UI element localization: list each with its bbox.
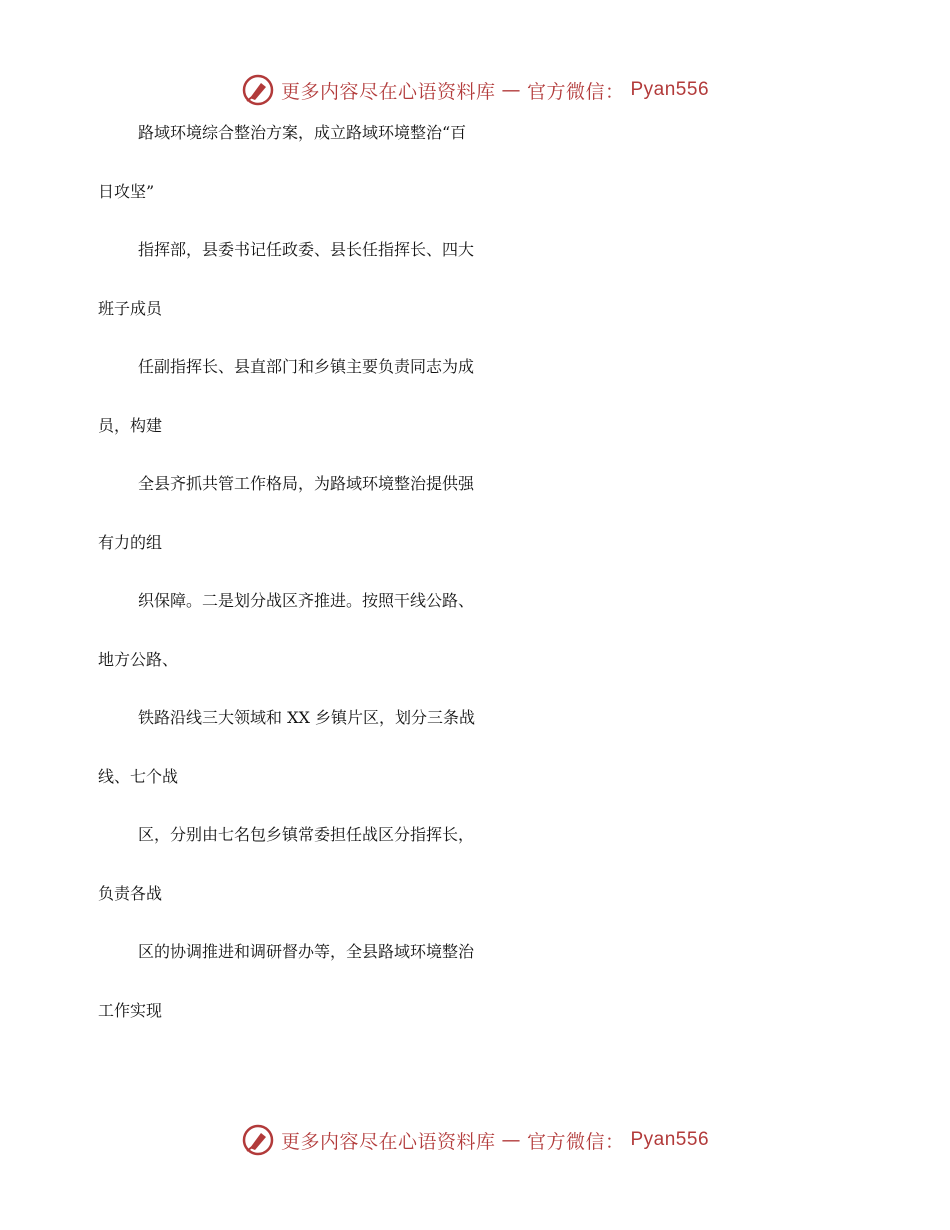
- footer-watermark-banner: [0, 1120, 950, 1160]
- banner-account: Pyan556: [630, 1129, 710, 1150]
- body-text-line: 有力的组: [98, 532, 163, 552]
- body-text-line: 日攻坚”: [98, 181, 155, 201]
- document-body: [98, 120, 858, 1056]
- banner-separator: —: [501, 79, 521, 101]
- body-text-line: 指挥部，县委书记任政委、县长任指挥长、四大: [138, 240, 475, 259]
- body-text-line: 区，分别由七名包乡镇常委担任战区分指挥长，: [138, 825, 475, 844]
- pen-nib-logo-icon: [241, 1123, 275, 1157]
- banner-text: 更多内容尽在心语资料库: [280, 1130, 496, 1153]
- body-text-line: 铁路沿线三大领域和 XX 乡镇片区，划分三条战: [138, 708, 475, 727]
- body-text-line: 班子成员: [98, 298, 163, 318]
- header-watermark-banner: [0, 70, 950, 110]
- body-text-line: 线、七个战: [98, 766, 179, 786]
- body-text-line: 任副指挥长、县直部门和乡镇主要负责同志为成: [138, 357, 475, 376]
- banner-separator: —: [501, 1129, 521, 1151]
- body-text-line: 负责各战: [98, 883, 163, 903]
- banner-contact-label: 官方微信：: [526, 1130, 625, 1153]
- pen-nib-logo-icon: [241, 73, 275, 107]
- body-text-line: 地方公路、: [98, 649, 179, 669]
- banner-contact-label: 官方微信：: [526, 80, 625, 103]
- body-text-line: 区的协调推进和调研督办等，全县路域环境整治: [138, 942, 475, 961]
- banner-text: 更多内容尽在心语资料库: [280, 80, 496, 103]
- banner-account: Pyan556: [630, 79, 710, 100]
- body-text-line: 织保障。二是划分战区齐推进。按照干线公路、: [138, 591, 475, 610]
- body-text-line: 员，构建: [98, 415, 163, 435]
- body-text-line: 路域环境综合整治方案，成立路域环境整治“百: [138, 123, 467, 142]
- body-text-line: 全县齐抓共管工作格局，为路域环境整治提供强: [138, 474, 475, 493]
- body-text-line: 工作实现: [98, 1000, 163, 1020]
